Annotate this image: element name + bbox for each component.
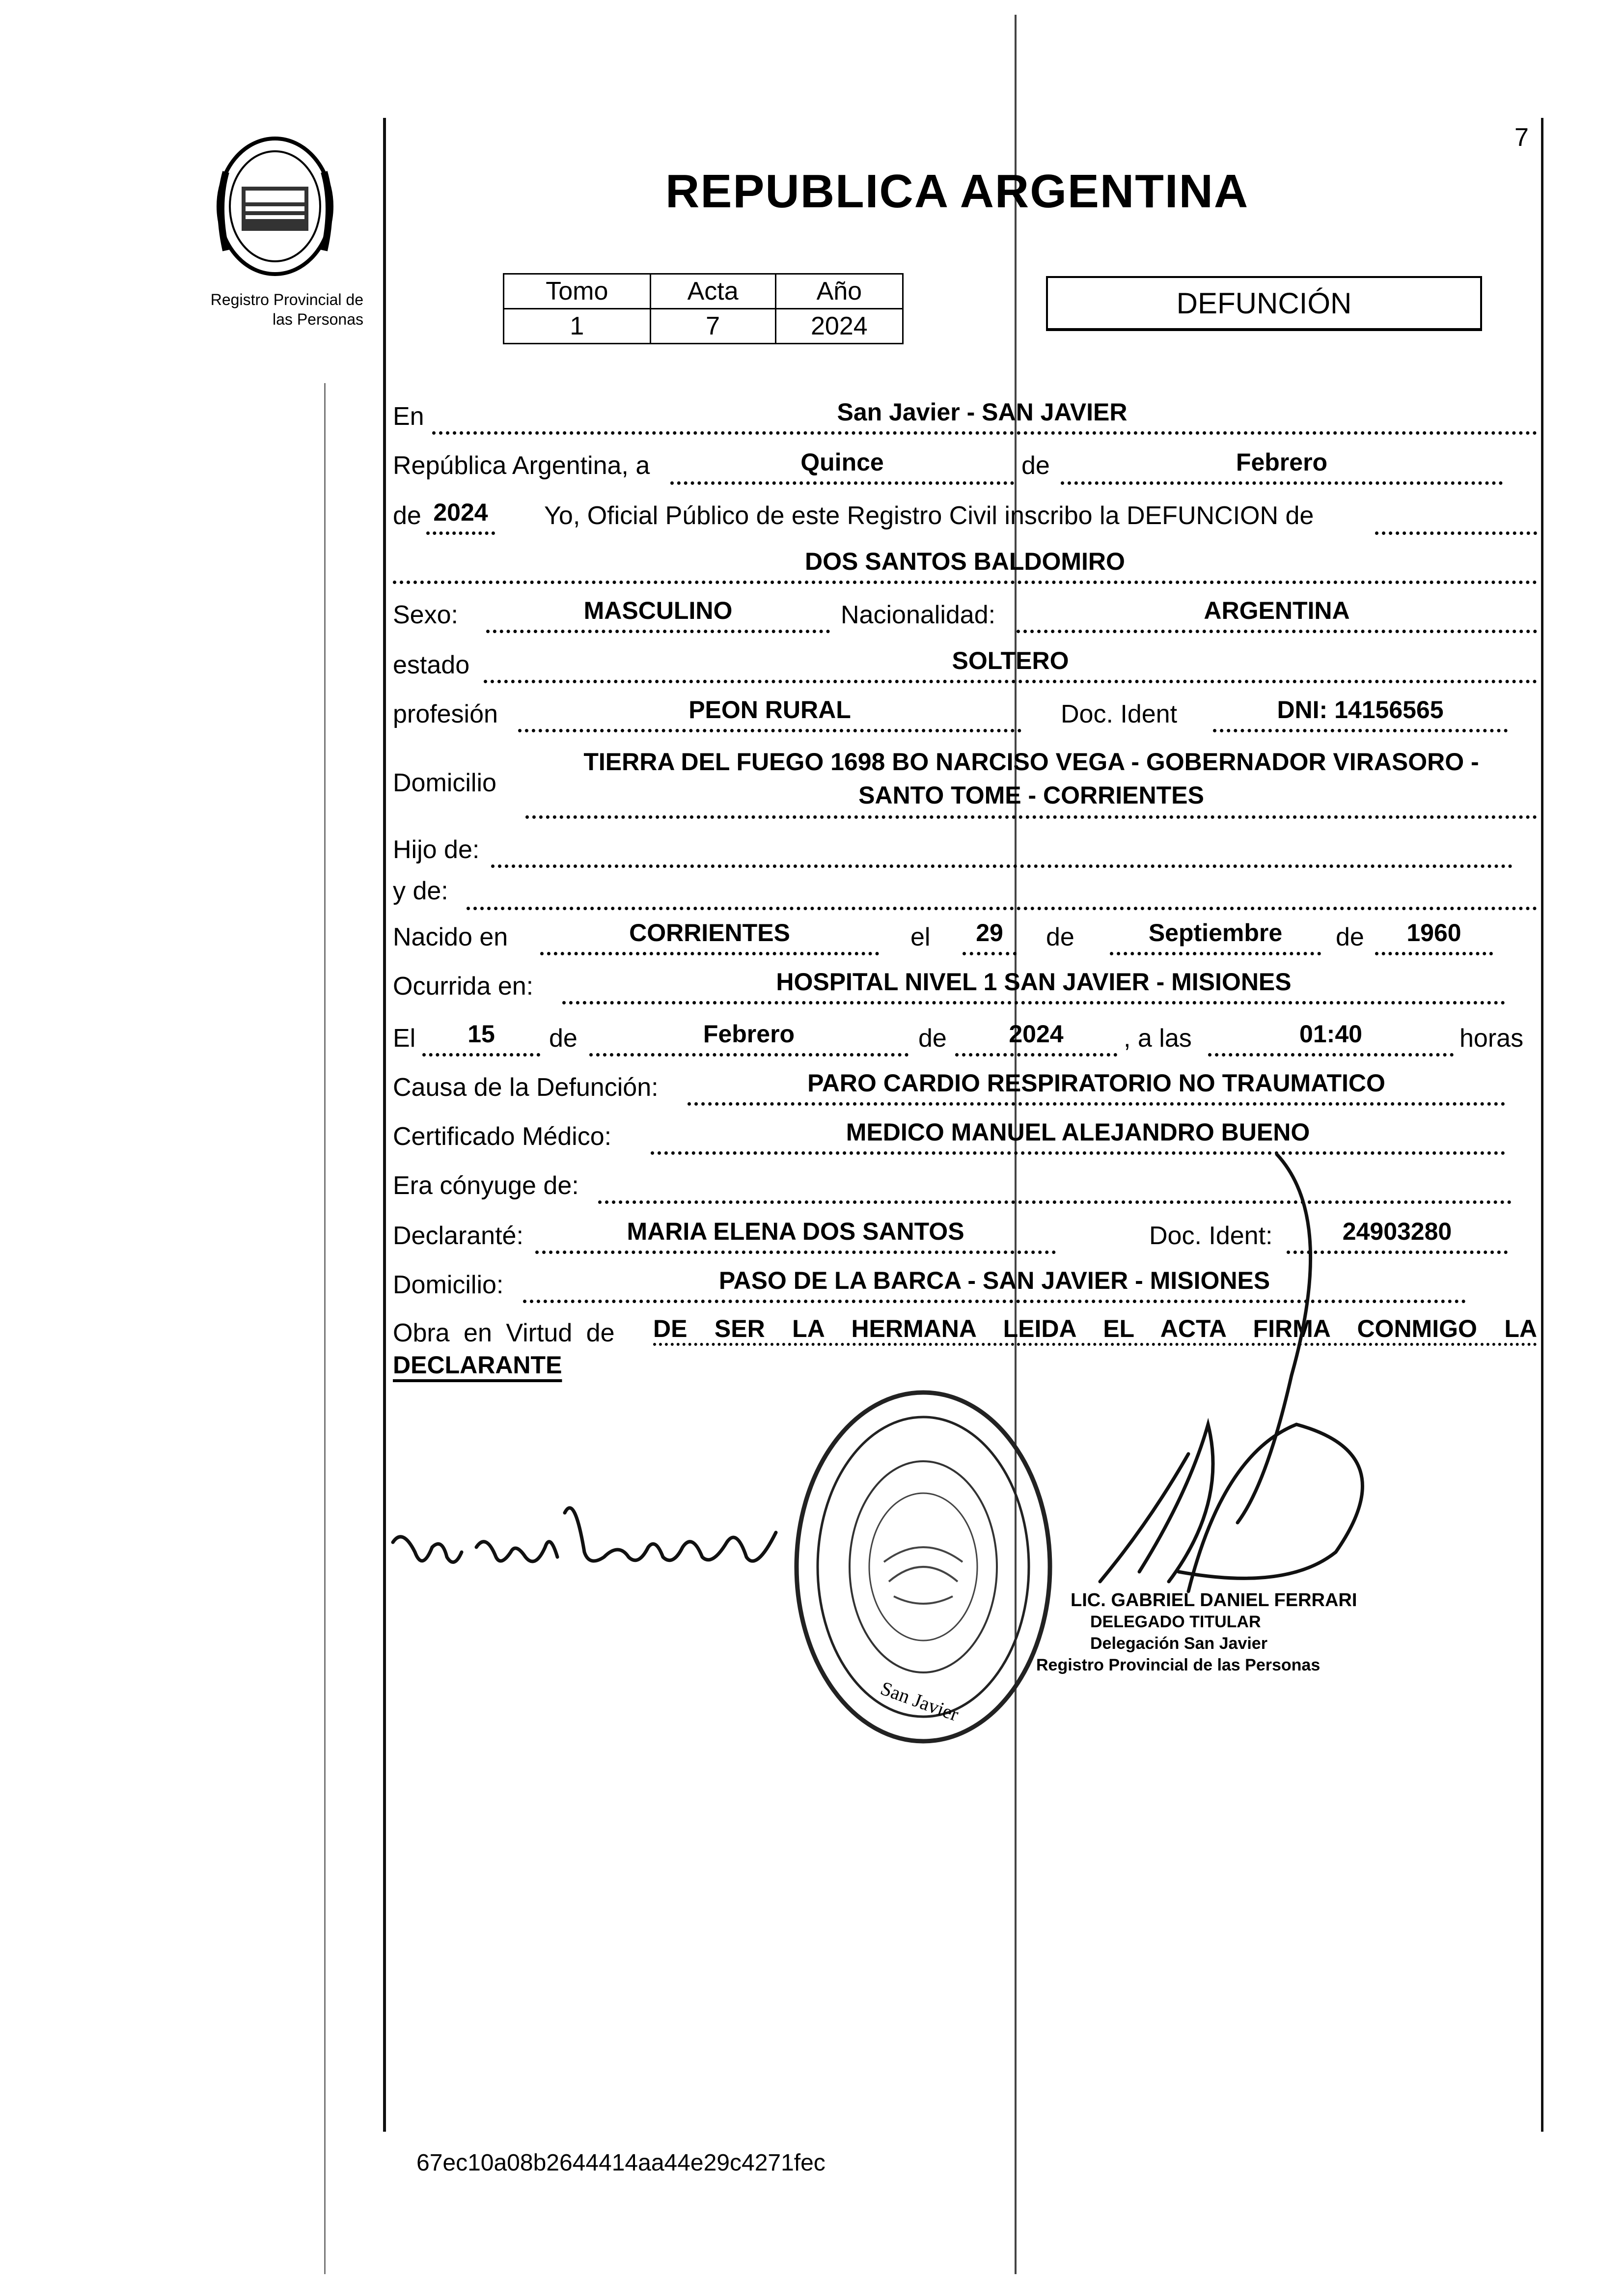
dotted-line [1375,531,1537,535]
dotted-line [432,431,1537,435]
record-type-box [1046,276,1482,331]
dotted-line [963,952,1017,955]
label-nacido-en: Nacido en [393,923,508,951]
record-header-tomo: Tomo [504,274,651,309]
label-sexo: Sexo: [393,601,458,629]
official-signature-icon [1061,1149,1414,1611]
value-domicilio-line1: TIERRA DEL FUEGO 1698 BO NARCISO VEGA - GOBERNADOR VIRASORO - [583,748,1479,776]
value-ocurrida-en: HOSPITAL NIVEL 1 SAN JAVIER - MISIONES [776,968,1292,996]
label-de2: de [393,501,421,530]
label-y-de: y de: [393,877,448,905]
record-header-anio: Año [775,274,903,309]
label-el-cap: El [393,1024,416,1053]
province-seal-icon [206,133,344,280]
record-header-acta: Acta [650,274,775,309]
dotted-line [467,907,1537,910]
label-doc-ident2: Doc. Ident: [1149,1222,1273,1250]
dotted-line [955,1053,1117,1057]
value-nombre: DOS SANTOS BALDOMIRO [805,548,1125,575]
label-doc-ident: Doc. Ident [1061,700,1178,728]
value-declarante-domicilio: PASO DE LA BARCA - SAN JAVIER - MISIONES [718,1267,1270,1294]
value-sexo: MASCULINO [583,597,733,624]
label-horas: horas [1459,1024,1524,1053]
label-obra: Obra en Virtud de [393,1319,615,1347]
signatory-office: Delegación San Javier [1090,1634,1267,1653]
dotted-line [1017,630,1537,633]
dotted-line [670,481,1014,485]
official-signature [1061,1149,1414,1611]
registry-caption [162,290,363,329]
value-nac-anio: 1960 [1406,919,1461,946]
dotted-line [426,531,495,535]
record-type: DEFUNCIÓN [1176,286,1352,320]
stamp-place: San Javier [878,1677,962,1725]
registry-caption-line1: Registro Provincial de [210,291,363,308]
label-de-a: de [1046,923,1074,951]
label-certificado: Certificado Médico: [393,1122,612,1151]
document-hash: 67ec10a08b2644414aa44e29c4271fec [416,2150,826,2176]
label-estado: estado [393,651,470,679]
value-estado: SOLTERO [952,647,1069,674]
value-obra-line1: DE SER LA HERMANA LEIDA EL ACTA FIRMA CONMIGO LA [653,1315,1537,1342]
value-def-anio: 2024 [1009,1020,1064,1048]
signatory-block [1036,1589,1357,1676]
dotted-line [393,581,1537,584]
right-margin-line [1541,118,1543,2132]
dotted-line [518,729,1021,732]
value-hora: 01:40 [1299,1020,1362,1048]
dotted-line [525,815,1537,819]
page-number: 7 [1514,123,1529,152]
dotted-line [540,952,879,955]
value-nac-mes: Septiembre [1148,919,1283,946]
label-de-b: de [1336,923,1364,951]
value-profesion: PEON RURAL [688,696,851,724]
value-mes: Febrero [1236,448,1328,476]
page-title: REPUBLICA ARGENTINA [665,165,1249,218]
dotted-line [1110,952,1321,955]
value-certificado: MEDICO MANUEL ALEJANDRO BUENO [846,1118,1310,1146]
label-conyuge: Era cónyuge de: [393,1171,579,1200]
label-domicilio: Domicilio [393,769,496,797]
value-declarante: MARIA ELENA DOS SANTOS [627,1218,964,1245]
value-obra-line2: DECLARANTE [393,1351,562,1379]
dotted-line [486,630,830,633]
declarante-signature [388,1483,810,1611]
value-domicilio-line2: SANTO TOME - CORRIENTES [858,781,1204,809]
label-de-c: de [549,1024,578,1053]
dotted-line [422,1053,540,1057]
label-profesion: profesión [393,700,498,728]
label-a-las: , a las [1124,1024,1192,1053]
label-de-d: de [918,1024,947,1053]
dotted-line [1061,481,1503,485]
label-intro: Yo, Oficial Público de este Registro Civil inscribo la DEFUNCION de [544,501,1314,530]
record-value-acta: 7 [650,309,775,344]
value-def-dia: 15 [468,1020,495,1048]
label-de: de [1021,451,1050,480]
signatory-role: DELEGADO TITULAR [1090,1613,1261,1631]
value-lugar: San Javier - SAN JAVIER [837,398,1128,426]
dotted-line [484,680,1537,683]
left-margin-line [383,118,386,2132]
value-nac-dia: 29 [976,919,1003,946]
label-republica: República Argentina, a [393,451,650,480]
dotted-line [562,1001,1505,1004]
value-declarante-doc: 24903280 [1342,1218,1452,1245]
record-table [503,273,904,344]
label-domicilio2: Domicilio: [393,1271,504,1299]
value-dia: Quince [800,448,884,476]
record-value-anio: 2024 [775,309,903,344]
dotted-line [1208,1053,1454,1057]
dotted-line [688,1102,1505,1106]
signatory-name: LIC. GABRIEL DANIEL FERRARI [1071,1590,1357,1611]
label-hijo-de: Hijo de: [393,835,480,864]
scan-edge-line [324,383,326,2274]
record-value-tomo: 1 [504,309,651,344]
value-nacido-en: CORRIENTES [629,919,790,946]
value-causa: PARO CARDIO RESPIRATORIO NO TRAUMATICO [807,1069,1385,1097]
label-en: En [393,402,424,431]
value-nacionalidad: ARGENTINA [1204,597,1350,624]
province-seal [206,133,344,280]
dotted-line [589,1053,908,1057]
value-def-mes: Febrero [703,1020,795,1048]
label-nacionalidad: Nacionalidad: [841,601,996,629]
dotted-line [491,864,1513,868]
dotted-line [535,1251,1056,1254]
label-causa: Causa de la Defunción: [393,1073,659,1102]
value-dni: DNI: 14156565 [1277,696,1444,724]
label-el: el [910,923,931,951]
label-ocurrida-en: Ocurrida en: [393,972,534,1001]
dotted-line [1375,952,1493,955]
signatory-registry: Registro Provincial de las Personas [1036,1656,1321,1674]
declarante-signature-icon [388,1483,810,1611]
registry-caption-line2: las Personas [273,310,363,328]
label-declarante: Declaranté: [393,1222,523,1250]
value-anio: 2024 [433,499,488,526]
dotted-line [1213,729,1508,732]
